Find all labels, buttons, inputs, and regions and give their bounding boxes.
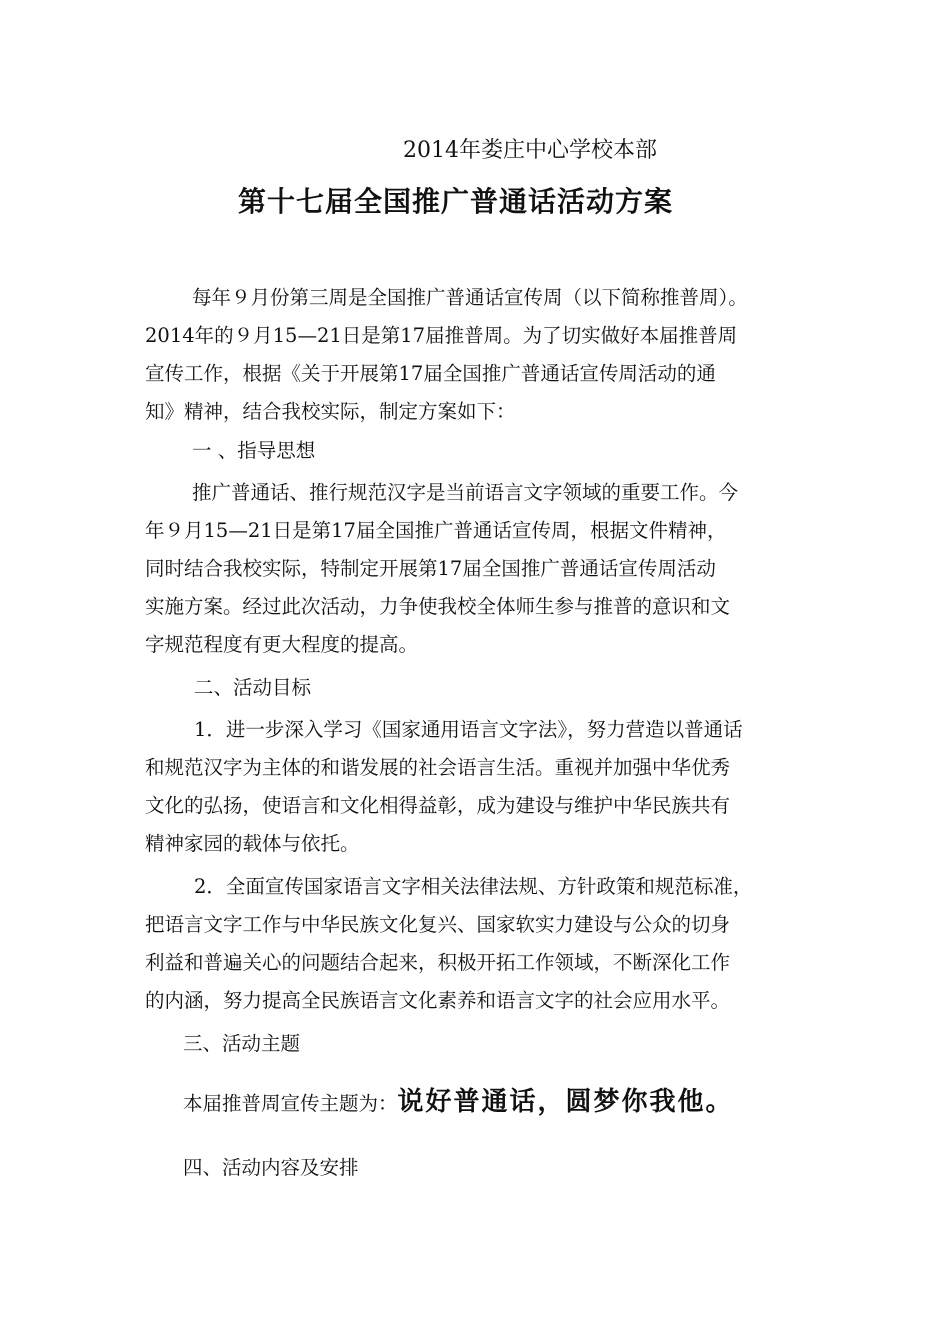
intro-line: 2014年的９月15—21日是第17届推普周。为了切实做好本届推普周 (145, 324, 738, 347)
document-title: 第十七届全国推广普通话活动方案 (238, 185, 674, 218)
intro-line: 每年９月份第三周是全国推广普通话宣传周（以下简称推普周）。 (192, 286, 748, 309)
theme-line (183, 1088, 734, 1118)
intro-line: 宣传工作，根据《关于开展第17届全国推广普通话宣传周活动的通 (145, 362, 716, 385)
section1-line: 字规范程度有更大程度的提高。 (145, 633, 419, 656)
goal2-line: 利益和普遍关心的问题结合起来，积极开拓工作领域，不断深化工作 (145, 951, 731, 974)
goal1-line: 精神家园的载体与依托。 (145, 832, 360, 855)
goal2-line: 的内涵，努力提高全民族语言文化素养和语言文字的社会应用水平。 (145, 989, 731, 1012)
section1-line: 实施方案。经过此次活动，力争使我校全体师生参与推普的意识和文 (145, 595, 731, 618)
goal1-line: 和规范汉字为主体的和谐发展的社会语言生活。重视并加强中华优秀 (145, 756, 731, 779)
theme-label: 本届推普周宣传主题为： (183, 1092, 398, 1115)
section1-line: 同时结合我校实际，特制定开展第17届全国推广普通话宣传周活动 (145, 557, 716, 580)
section-heading-activity-theme: 三、活动主题 (183, 1032, 301, 1055)
section1-line: 推广普通话、推行规范汉字是当前语言文字领域的重要工作。今 (192, 481, 739, 504)
section-heading-activity-goals: 二、活动目标 (194, 676, 312, 699)
goal2-line: 把语言文字工作与中华民族文化复兴、国家软实力建设与公众的切身 (145, 913, 731, 936)
theme-text: 说好普通话，圆梦你我他。 (397, 1087, 734, 1117)
document-subtitle: 2014年娄庄中心学校本部 (403, 138, 657, 163)
intro-line: 知》精神，结合我校实际，制定方案如下： (145, 400, 516, 423)
section-heading-activity-content: 四、活动内容及安排 (183, 1156, 359, 1179)
goal1-line: 1．进一步深入学习《国家通用语言文字法》，努力营造以普通话 (194, 718, 743, 741)
section1-line: 年９月15—21日是第17届全国推广普通话宣传周，根据文件精神， (145, 519, 727, 542)
goal2-line: 2．全面宣传国家语言文字相关法律法规、方针政策和规范标准， (194, 875, 753, 898)
goal1-line: 文化的弘扬，使语言和文化相得益彰，成为建设与维护中华民族共有 (145, 794, 731, 817)
section-heading-guiding-ideology: 一 、指导思想 (192, 439, 316, 462)
